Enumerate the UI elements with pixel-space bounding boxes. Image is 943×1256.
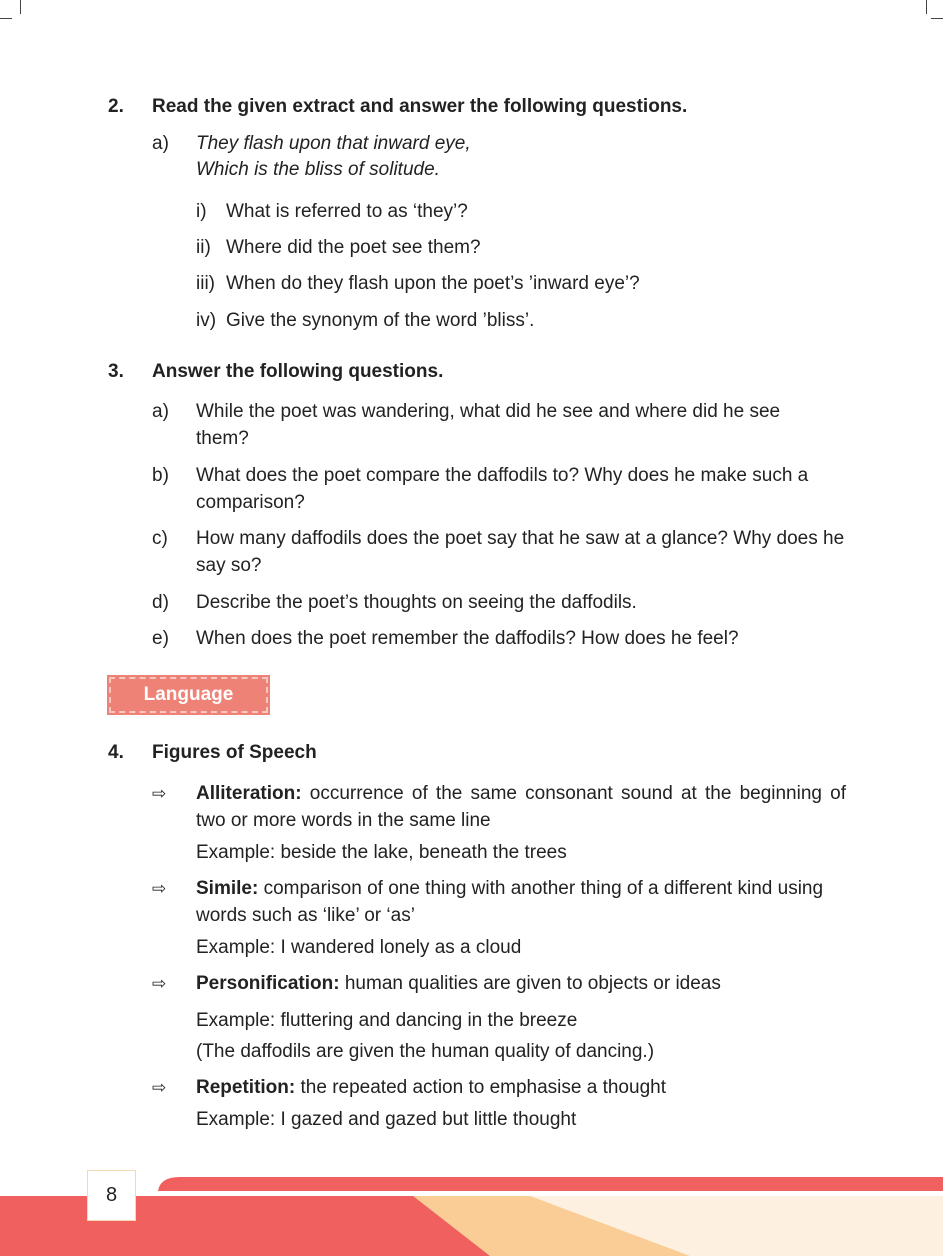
figure-term: Personification: (196, 973, 340, 994)
figure-term: Simile: (196, 878, 259, 899)
crop-mark (20, 0, 21, 14)
subquestion-text: When do they flash upon the poet’s ’inward eye’? (226, 273, 640, 294)
item-text: Describe the poet’s thoughts on seeing the daffodils. (196, 592, 637, 613)
subquestion-label: iii) (196, 273, 215, 294)
item-label: b) (152, 465, 169, 486)
item-label: d) (152, 592, 169, 613)
subquestion-label: ii) (196, 237, 211, 258)
subquestion-text: Give the synonym of the word ’bliss’. (226, 310, 535, 331)
figure-definition: the repeated action to emphasise a thought (300, 1077, 666, 1098)
figure-alliteration (196, 780, 846, 834)
figure-example: Example: I wandered lonely as a cloud (196, 937, 522, 958)
figure-definition: occurrence of the same consonant sound at the beginning of two or more words in the same line (196, 783, 847, 831)
item-label: a) (152, 401, 169, 422)
extract-line: Which is the bliss of solitude. (196, 159, 440, 180)
item-text: When does the poet remember the daffodils? How does he feel? (196, 628, 739, 649)
figure-term: Alliteration: (196, 783, 302, 804)
crop-mark (926, 0, 927, 14)
subquestion-text: What is referred to as ‘they’? (226, 201, 468, 222)
subquestion-text: Where did the poet see them? (226, 237, 481, 258)
figure-example: Example: beside the lake, beneath the trees (196, 842, 567, 863)
question-number: 2. (108, 96, 124, 117)
arrow-right-icon: ⇨ (152, 879, 167, 898)
arrow-right-icon: ⇨ (152, 974, 167, 993)
item-label: a) (152, 133, 169, 154)
footer-top-bar (158, 1177, 943, 1191)
item-text: While the poet was wandering, what did he see and where did he see them? (196, 401, 781, 449)
footer-decoration (0, 1170, 943, 1256)
extract-line: They flash upon that inward eye, (196, 133, 471, 154)
figure-note: (The daffodils are given the human quality of dancing.) (196, 1041, 655, 1062)
crop-mark (931, 18, 943, 19)
figure-definition: comparison of one thing with another thing of a different kind using words such as ‘like’ or ‘as’ (196, 878, 824, 926)
figure-example: Example: I gazed and gazed but little thought (196, 1109, 577, 1130)
figure-repetition (196, 1074, 846, 1101)
subquestion-label: i) (196, 201, 207, 222)
item-text: What does the poet compare the daffodils to? Why does he make such a comparison? (196, 465, 809, 513)
figure-simile (196, 875, 846, 929)
crop-mark (0, 18, 12, 19)
item-label: c) (152, 528, 168, 549)
figure-example: Example: fluttering and dancing in the breeze (196, 1010, 578, 1031)
page-number: 8 (87, 1170, 136, 1221)
section-label-language: Language (109, 677, 268, 713)
arrow-right-icon: ⇨ (152, 784, 167, 803)
subquestion-label: iv) (196, 310, 217, 331)
figure-personification (196, 970, 846, 997)
question-heading: Answer the following questions. (152, 361, 444, 382)
question-heading: Read the given extract and answer the following questions. (152, 96, 688, 117)
figure-definition: human qualities are given to objects or ideas (344, 973, 721, 994)
question-heading: Figures of Speech (152, 742, 317, 763)
question-number: 4. (108, 742, 124, 763)
item-label: e) (152, 628, 169, 649)
item-text: How many daffodils does the poet say that he saw at a glance? Why does he say so? (196, 528, 845, 576)
question-number: 3. (108, 361, 124, 382)
arrow-right-icon: ⇨ (152, 1078, 167, 1097)
figure-term: Repetition: (196, 1077, 296, 1098)
